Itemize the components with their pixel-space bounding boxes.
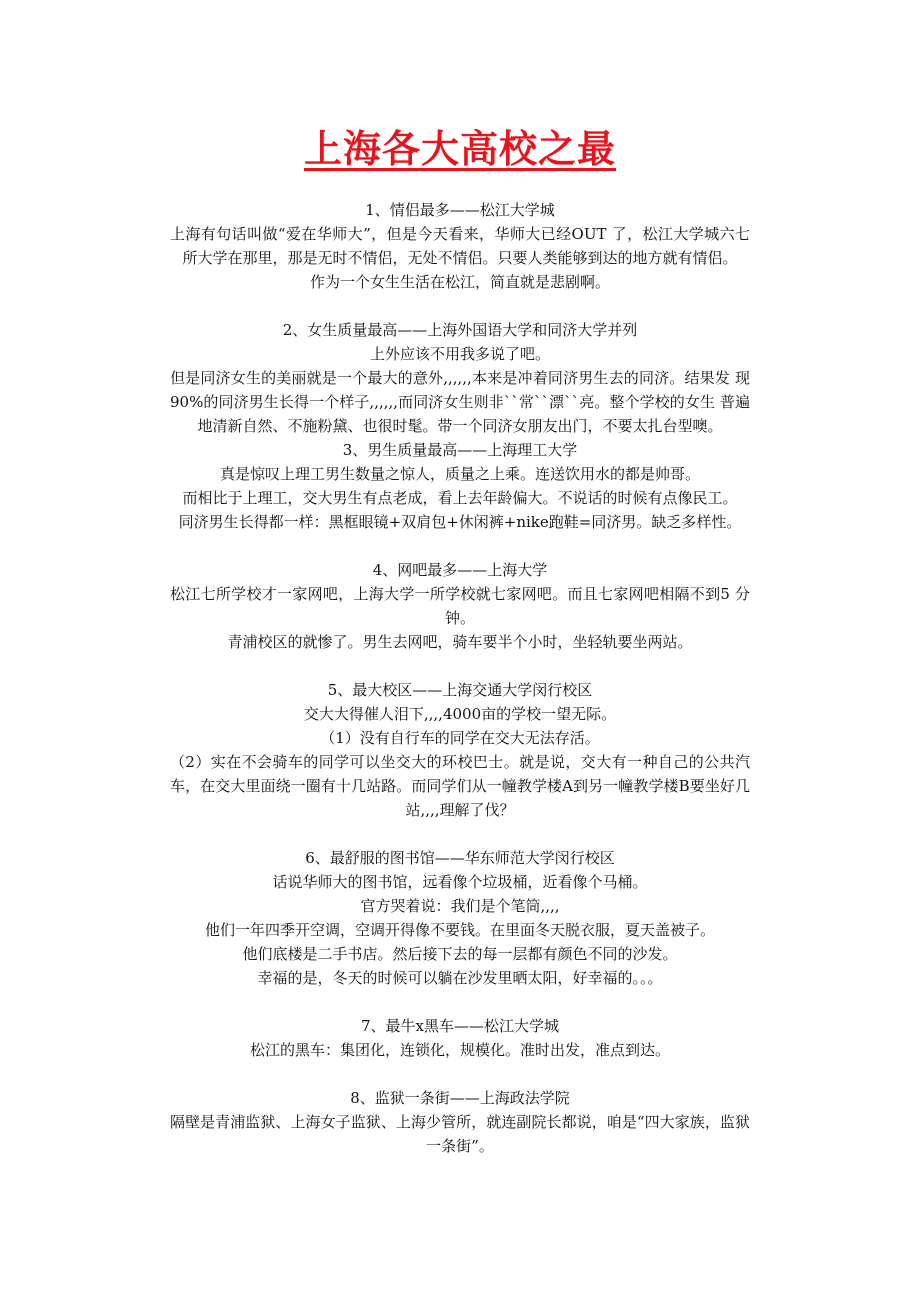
paragraph: 松江的黑车：集团化，连锁化，规模化。准时出发，准点到达。: [249, 1041, 670, 1059]
section-heading: 3、男生质量最高——上海理工大学: [342, 441, 578, 459]
paragraph: 作为一个女生生活在松江，简直就是悲剧啊。: [309, 273, 610, 291]
paragraph: 上海有句话叫做“爱在华师大”，但是今天看来，华师大已经OUT 了，松江大学城六七所大学在那里，那是无时不情侣，无处不情侣。只要人类能够到达的地方就有情侣。: [170, 225, 750, 267]
paragraph: 上外应该不用我多说了吧。: [369, 345, 550, 363]
paragraph: 同济男生长得都一样：黑框眼镜+双肩包+休闲裤+nike跑鞋=同济男。缺乏多样性。: [178, 513, 742, 531]
paragraph: 官方哭着说：我们是个笔筒,,,,: [360, 897, 560, 915]
paragraph: 但是同济女生的美丽就是一个最大的意外,,,,,,本来是冲着同济男生去的同济。结果发 现90%的同济男生长得一个样子,,,,,,而同济女生则非``常``漂``亮。整个学校的女生 普遍地清新自然、不施粉黛、也很时髦。带一个同济女朋友出门，不要太扎台型噢。: [170, 369, 750, 435]
document-body: [170, 198, 750, 1182]
section-3: [170, 438, 750, 534]
section-1: [170, 198, 750, 294]
document-title: 上海各大高校之最: [303, 127, 616, 171]
section-heading: 2、女生质量最高——上海外国语大学和同济大学并列: [282, 321, 638, 339]
section-7: [170, 1014, 750, 1062]
paragraph: 真是惊叹上理工男生数量之惊人，质量之上乘。连送饮用水的都是帅哥。: [219, 465, 700, 483]
section-heading: 8、监狱一条街——上海政法学院: [350, 1089, 570, 1107]
paragraph: 而相比于上理工，交大男生有点老成，看上去年龄偏大。不说话的时候有点像民工。: [182, 489, 738, 507]
paragraph: 话说华师大的图书馆，远看像个垃圾桶，近看像个马桶。: [272, 873, 648, 891]
section-heading: 4、网吧最多——上海大学: [372, 561, 548, 579]
paragraph: 他们一年四季开空调，空调开得像不要钱。在里面冬天脱衣服，夏天盖被子。: [204, 921, 715, 939]
section-8: [170, 1086, 750, 1158]
paragraph: （1）没有自行车的同学在交大无法存活。: [320, 729, 600, 747]
paragraph: 交大大得催人泪下,,,,4000亩的学校一望无际。: [303, 705, 617, 723]
paragraph: 松江七所学校才一家网吧，上海大学一所学校就七家网吧。而且七家网吧相隔不到5 分钟。: [170, 585, 750, 627]
section-heading: 5、最大校区——上海交通大学闵行校区: [327, 681, 593, 699]
section-heading: 7、最牛x黑车——松江大学城: [360, 1017, 559, 1035]
section-6: [170, 846, 750, 990]
paragraph: 他们底楼是二手书店。然后接下去的每一层都有颜色不同的沙发。: [242, 945, 678, 963]
paragraph: 青浦校区的就惨了。男生去网吧，骑车要半个小时，坐轻轨要坐两站。: [227, 633, 693, 651]
section-heading: 6、最舒服的图书馆——华东师范大学闵行校区: [305, 849, 615, 867]
paragraph: （2）实在不会骑车的同学可以坐交大的环校巴士。就是说，交大有一种自己的公共汽车，在交大里面绕一圈有十几站路。而同学们从一幢教学楼A到另一幢教学楼B要坐好几站,,,,理解了伐？: [170, 753, 750, 819]
section-4: [170, 558, 750, 654]
paragraph: 幸福的是，冬天的时候可以躺在沙发里晒太阳，好幸福的。。。: [257, 969, 663, 987]
section-5: [170, 678, 750, 822]
section-2: [170, 318, 750, 438]
paragraph: 隔壁是青浦监狱、上海女子监狱、上海少管所，就连副院长都说，咱是“四大家族，监狱一条街”。: [170, 1113, 750, 1155]
section-heading: 1、情侣最多——松江大学城: [365, 201, 555, 219]
